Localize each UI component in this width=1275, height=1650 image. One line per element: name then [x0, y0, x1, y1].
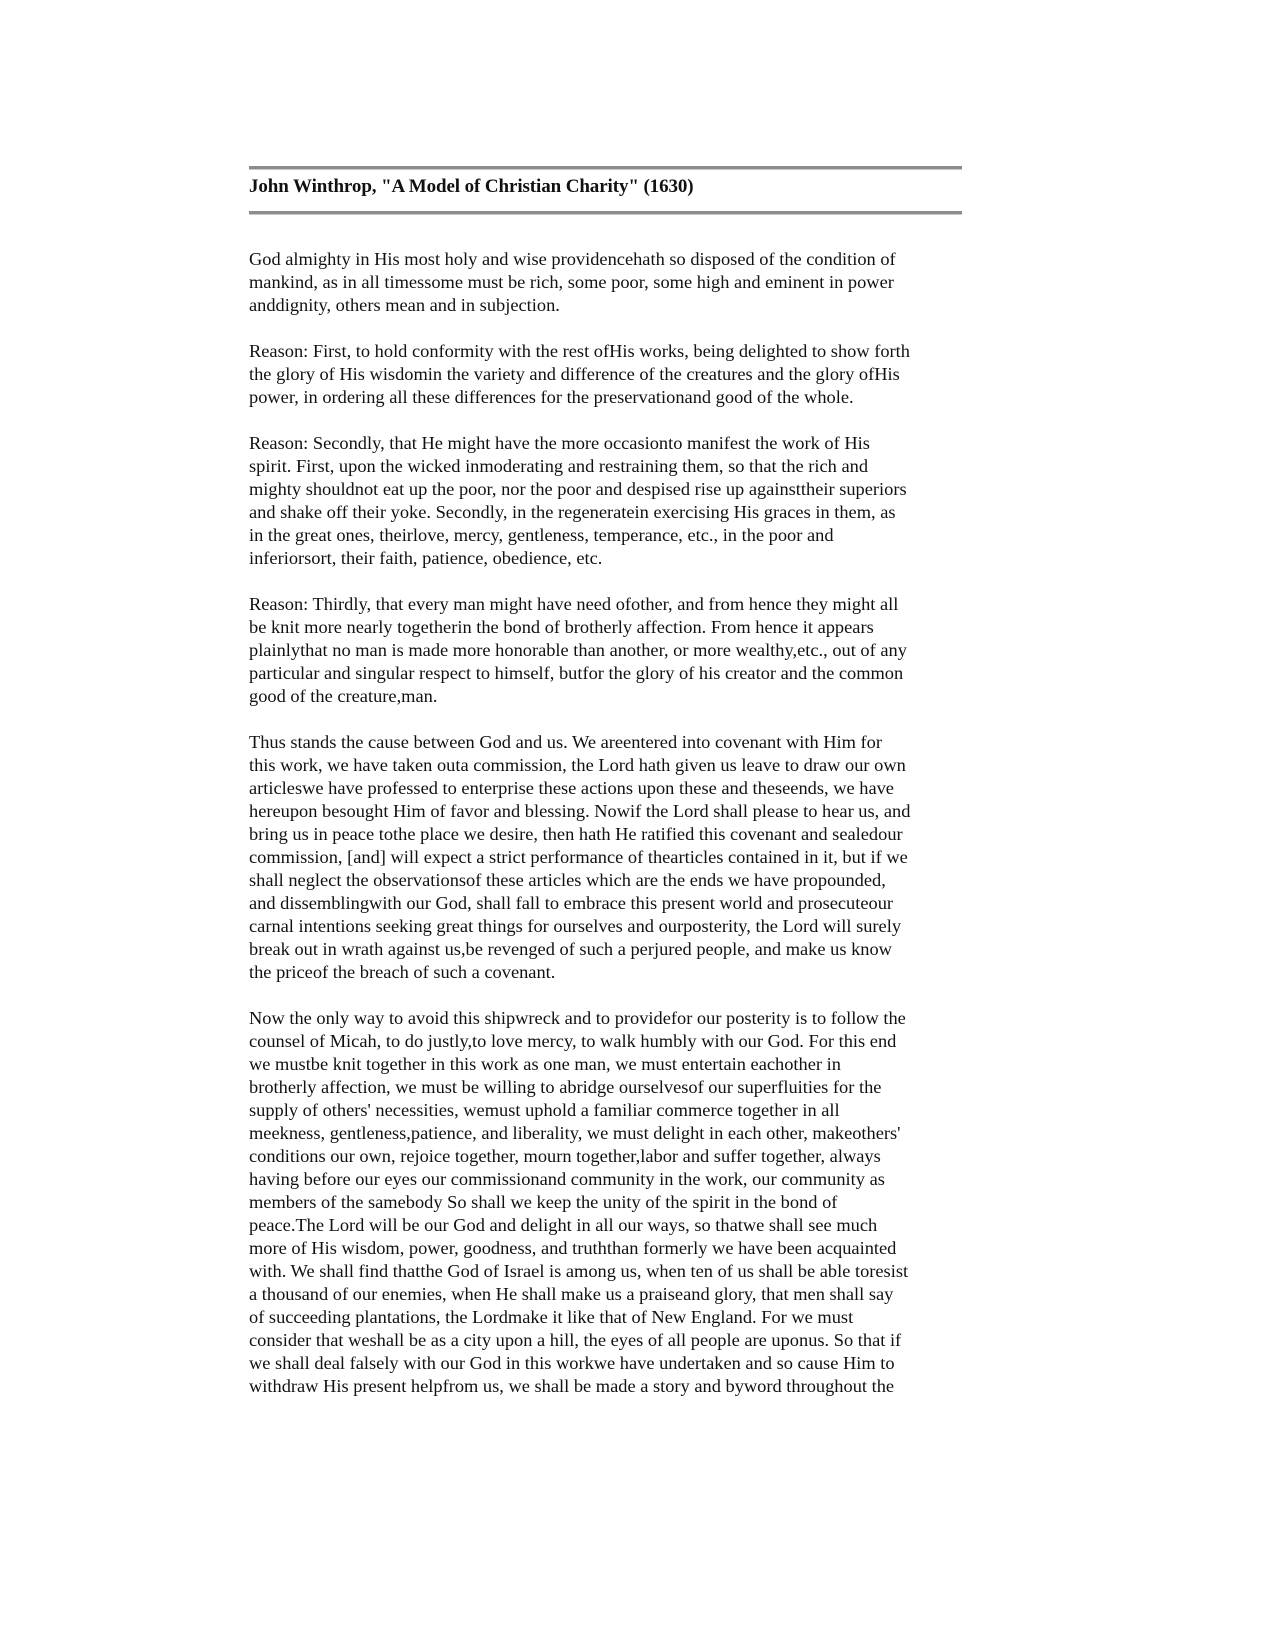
text-line: meekness, gentleness,patience, and liberality, we must delight in each other, makeothers' [249, 1123, 901, 1143]
text-line: counsel of Micah, to do justly,to love mercy, to walk humbly with our God. For this end [249, 1031, 897, 1051]
text-line: with. We shall find thatthe God of Israel is among us, when ten of us shall be able toresist [249, 1261, 909, 1281]
text-line: God almighty in His most holy and wise providencehath so disposed of the condition of [249, 249, 896, 269]
text-line: plainlythat no man is made more honorable than another, or more wealthy,etc., out of any [249, 640, 907, 660]
paragraph [249, 731, 969, 984]
text-line: of succeeding plantations, the Lordmake it like that of New England. For we must [249, 1307, 854, 1327]
text-line: articleswe have professed to enterprise these actions upon these and theseends, we have [249, 778, 894, 798]
text-line: shall neglect the observationsof these articles which are the ends we have propounded, [249, 870, 886, 890]
text-line: Now the only way to avoid this shipwreck and to providefor our posterity is to follow the [249, 1008, 906, 1028]
text-line: hereupon besought Him of favor and blessing. Nowif the Lord shall please to hear us, and [249, 801, 911, 821]
text-line: power, in ordering all these differences for the preservationand good of the whole. [249, 387, 854, 407]
text-line: good of the creature,man. [249, 686, 438, 706]
text-line: the priceof the breach of such a covenant. [249, 962, 556, 982]
text-line: we shall deal falsely with our God in this workwe have undertaken and so cause Him to [249, 1353, 895, 1373]
text-line: Reason: Secondly, that He might have the more occasionto manifest the work of His [249, 433, 870, 453]
paragraph [249, 1007, 969, 1398]
text-line: Thus stands the cause between God and us. We areentered into covenant with Him for [249, 732, 882, 752]
text-line: spirit. First, upon the wicked inmoderating and restraining them, so that the rich and [249, 456, 869, 476]
text-line: supply of others' necessities, wemust uphold a familiar commerce together in all [249, 1100, 840, 1120]
paragraph [249, 340, 969, 409]
text-line: members of the samebody So shall we keep the unity of the spirit in the bond of [249, 1192, 838, 1212]
text-line: inferiorsort, their faith, patience, obedience, etc. [249, 548, 603, 568]
text-line: mankind, as in all timessome must be rich, some poor, some high and eminent in power [249, 272, 894, 292]
text-line: bring us in peace tothe place we desire, then hath He ratified this covenant and sealedour [249, 824, 903, 844]
paragraph [249, 248, 969, 317]
document-title: John Winthrop, "A Model of Christian Charity" (1630) [249, 176, 694, 197]
text-line: and dissemblingwith our God, shall fall to embrace this present world and prosecuteour [249, 893, 894, 913]
bottom-rule [249, 211, 962, 215]
text-line: this work, we have taken outa commission, the Lord hath given us leave to draw our own [249, 755, 906, 775]
text-line: Reason: Thirdly, that every man might have need ofother, and from hence they might all [249, 594, 899, 614]
text-line: we mustbe knit together in this work as one man, we must entertain eachother in [249, 1054, 841, 1074]
document-body [249, 248, 969, 1421]
text-line: mighty shouldnot eat up the poor, nor the poor and despised rise up againsttheir superiors [249, 479, 907, 499]
paragraph [249, 432, 969, 570]
text-line: particular and singular respect to himself, butfor the glory of his creator and the common [249, 663, 904, 683]
text-line: the glory of His wisdomin the variety and difference of the creatures and the glory ofHis [249, 364, 900, 384]
text-line: conditions our own, rejoice together, mourn together,labor and suffer together, always [249, 1146, 881, 1166]
text-line: consider that weshall be as a city upon a hill, the eyes of all people are uponus. So that if [249, 1330, 902, 1350]
text-line: brotherly affection, we must be willing to abridge ourselvesof our superfluities for the [249, 1077, 882, 1097]
text-line: Reason: First, to hold conformity with the rest ofHis works, being delighted to show forth [249, 341, 910, 361]
text-line: more of His wisdom, power, goodness, and truththan formerly we have been acquainted [249, 1238, 897, 1258]
text-line: peace.The Lord will be our God and delight in all our ways, so thatwe shall see much [249, 1215, 878, 1235]
text-line: having before our eyes our commissionand community in the work, our community as [249, 1169, 885, 1189]
text-line: in the great ones, theirlove, mercy, gentleness, temperance, etc., in the poor and [249, 525, 834, 545]
text-line: carnal intentions seeking great things for ourselves and ourposterity, the Lord will surely [249, 916, 902, 936]
text-line: a thousand of our enemies, when He shall make us a praiseand glory, that men shall say [249, 1284, 894, 1304]
top-rule [249, 166, 962, 170]
text-line: be knit more nearly togetherin the bond of brotherly affection. From hence it appears [249, 617, 874, 637]
text-line: commission, [and] will expect a strict performance of thearticles contained in it, but if we [249, 847, 908, 867]
text-line: anddignity, others mean and in subjection. [249, 295, 560, 315]
text-line: withdraw His present helpfrom us, we shall be made a story and byword throughout the [249, 1376, 895, 1396]
text-line: break out in wrath against us,be revenged of such a perjured people, and make us know [249, 939, 892, 959]
text-line: and shake off their yoke. Secondly, in the regeneratein exercising His graces in them, as [249, 502, 896, 522]
paragraph [249, 593, 969, 708]
